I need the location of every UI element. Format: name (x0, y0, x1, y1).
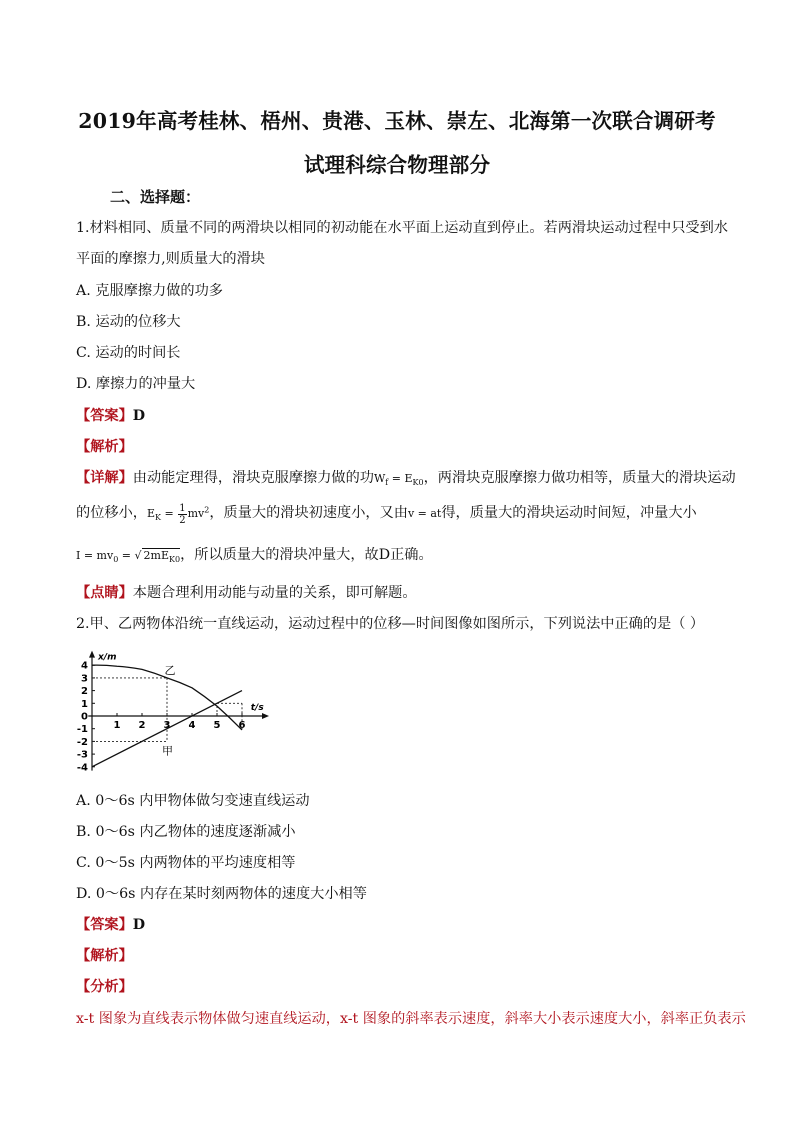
series-label-jia: 甲 (162, 744, 173, 758)
q1-comment (76, 582, 417, 602)
y-tick-label: -2 (76, 736, 88, 748)
q2-stem: 2.甲、乙两物体沿统一直线运动，运动过程中的位移—时间图像如图所示，下列说法中正确的是（ ） (76, 616, 705, 632)
q1-detail-line3 (76, 544, 433, 564)
q2-option-a: A. 0～6s 内甲物体做匀变速直线运动 (76, 793, 310, 809)
formula-ek: $E_K$ = $\frac{1}{2}$ $mv^2$ (146, 502, 210, 526)
q1-option-c: C. 运动的时间长 (76, 345, 181, 361)
x-axis-arrow (262, 713, 269, 719)
formula-v: v = at (407, 507, 442, 520)
q2-option-d: D. 0～6s 内存在某时刻两物体的速度大小相等 (76, 886, 367, 902)
section-heading: 二、选择题： (110, 188, 201, 206)
y-tick-label: 0 (81, 711, 88, 723)
answer-label: 【答案】 (76, 408, 133, 424)
x-tick-label: 6 (238, 720, 246, 731)
q1-option-a: A. 克服摩擦力做的功多 (76, 283, 223, 299)
q1-stem-line2: 平面的摩擦力,则质量大的滑块 (76, 251, 265, 267)
x-tick-label: 3 (163, 720, 171, 731)
formula-impulse: $I = mv_0$ = √ $2mE_{K0}$ (76, 549, 181, 565)
x-tick-label: 4 (188, 720, 196, 731)
q1-stem-line1: 1.材料相同、质量不同的两滑块以相同的初动能在水平面上运动直到停止。若两滑块运动过程中只受到水 (76, 220, 728, 236)
detail-text-2b: ，质量大的滑块初速度小，又由 (209, 505, 408, 521)
answer-value: D (132, 408, 146, 424)
q1-detail-line2 (76, 502, 697, 526)
detail-text-2a: 的位移小， (76, 505, 147, 521)
q1-option-b: B. 运动的位移大 (76, 314, 181, 330)
xt-graph (76, 642, 280, 777)
detail-text-3b: ，所以质量大的滑块冲量大，故D正确。 (180, 547, 433, 563)
q2-fenxi-text: x-t 图象为直线表示物体做匀速直线运动，x-t 图象的斜率表示速度，斜率大小表示速度大小，斜率正负表示 (76, 1011, 746, 1027)
q1-detail-line1 (76, 467, 736, 487)
y-tick-label: 3 (81, 673, 88, 685)
detail-text-1a: 由动能定理得，滑块克服摩擦力做的功 (132, 470, 374, 486)
detail-label: 【详解】 (76, 470, 133, 486)
y-tick-label: -1 (76, 724, 88, 736)
doc-title-line2: 试理科综合物理部分 (303, 153, 491, 177)
y-tick-label: 2 (81, 686, 88, 698)
formula-wf: $W_f = E_{K0}$ (373, 472, 424, 488)
series-label-yi: 乙 (164, 664, 176, 678)
comment-label: 【点睛】 (76, 585, 133, 601)
y-tick-label: -4 (76, 762, 88, 774)
q2-answer (76, 914, 145, 934)
q2-fenxi-label: 【分析】 (76, 979, 133, 995)
y-axis-label: x/m (98, 652, 117, 663)
q2-option-b: B. 0～6s 内乙物体的速度逐渐减小 (76, 824, 296, 840)
q2-analysis-label: 【解析】 (76, 948, 133, 964)
detail-text-1b: ，两滑块克服摩擦力做功相等，质量大的滑块运动 (423, 470, 736, 486)
answer-value: D (132, 917, 146, 933)
y-tick-label: 4 (81, 660, 88, 672)
doc-title-line1: 2019年高考桂林、梧州、贵港、玉林、崇左、北海第一次联合调研考 (78, 109, 716, 133)
q1-answer (76, 405, 145, 425)
x-tick-label: 5 (213, 720, 221, 731)
comment-text: 本题合理利用动能与动量的关系，即可解题。 (132, 585, 417, 601)
q1-analysis-label: 【解析】 (76, 439, 133, 455)
x-axis-label: t/s (250, 703, 264, 713)
q1-option-d: D. 摩擦力的冲量大 (76, 376, 196, 392)
q2-option-c: C. 0～5s 内两物体的平均速度相等 (76, 855, 296, 871)
x-tick-label: 2 (138, 720, 146, 731)
x-tick-label: 1 (113, 720, 121, 731)
y-tick-label: 1 (81, 698, 88, 710)
answer-label: 【答案】 (76, 917, 133, 933)
detail-text-2c: 得，质量大的滑块运动时间短，冲量大小 (441, 505, 697, 521)
y-axis-arrow (89, 651, 95, 658)
y-tick-label: -3 (76, 749, 88, 761)
